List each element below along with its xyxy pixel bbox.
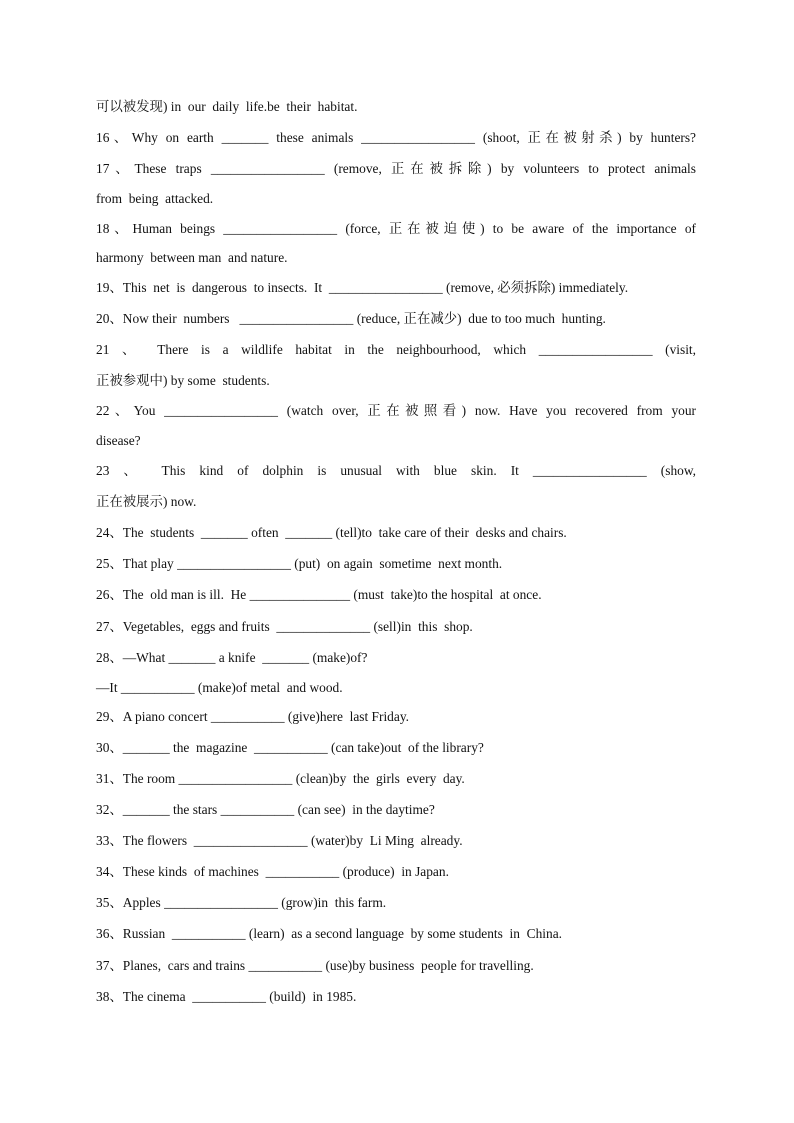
question-33: 33、The flowers _________________ (water)by Li Ming already. <box>96 833 463 848</box>
question-17: 17、These traps _________________ (remove, 正在被拆除) by volunteers to protect animals <box>96 161 696 176</box>
line-15-continuation: 可以被发现) in our daily life.be their habitat. <box>96 99 358 114</box>
question-35: 35、Apples _________________ (grow)in this farm. <box>96 895 387 910</box>
question-18: 18、Human beings _________________ (force, 正在被迫使) to be aware of the importance of <box>96 221 696 236</box>
question-22: 22、You _________________ (watch over, 正在被照看) now. Have you recovered from your <box>96 403 696 418</box>
question-23: 23 、 This kind of dolphin is unusual with blue skin. It _________________ (show, <box>96 463 696 478</box>
question-20: 20、Now their numbers _________________ (reduce, 正在减少) due to too much hunting. <box>96 311 606 326</box>
question-37: 37、Planes, cars and trains ___________ (use)by business people for travelling. <box>96 958 534 973</box>
question-19: 19、This net is dangerous to insects. It _________________ (remove, 必须拆除) immediately. <box>96 280 629 295</box>
question-22-continuation: disease? <box>96 433 141 448</box>
question-29: 29、A piano concert ___________ (give)here last Friday. <box>96 709 409 724</box>
question-31: 31、The room _________________ (clean)by the girls every day. <box>96 771 465 786</box>
question-23-continuation: 正在被展示) now. <box>96 494 197 509</box>
question-21-continuation: 正被参观中) by some students. <box>96 373 270 388</box>
question-27: 27、Vegetables, eggs and fruits ______________ (sell)in this shop. <box>96 619 473 634</box>
question-34: 34、These kinds of machines ___________ (produce) in Japan. <box>96 864 449 879</box>
question-21: 21 、 There is a wildlife habitat in the neighbourhood, which _________________ (visit, <box>96 342 696 357</box>
question-18-continuation: harmony between man and nature. <box>96 250 288 265</box>
question-30: 30、_______ the magazine ___________ (can take)out of the library? <box>96 740 484 755</box>
question-28: 28、—What _______ a knife _______ (make)of? <box>96 650 368 665</box>
question-26: 26、The old man is ill. He _______________ (must take)to the hospital at once. <box>96 587 542 602</box>
question-16: 16、Why on earth _______ these animals _________________ (shoot, 正在被射杀) by hunters? <box>96 130 696 145</box>
question-32: 32、_______ the stars ___________ (can see) in the daytime? <box>96 802 435 817</box>
question-25: 25、That play _________________ (put) on again sometime next month. <box>96 556 503 571</box>
question-36: 36、Russian ___________ (learn) as a second language by some students in China. <box>96 926 562 941</box>
question-38: 38、The cinema ___________ (build) in 1985. <box>96 989 357 1004</box>
question-17-continuation: from being attacked. <box>96 191 214 206</box>
question-28-answer-line: —It ___________ (make)of metal and wood. <box>96 680 343 695</box>
question-24: 24、The students _______ often _______ (tell)to take care of their desks and chairs. <box>96 525 567 540</box>
